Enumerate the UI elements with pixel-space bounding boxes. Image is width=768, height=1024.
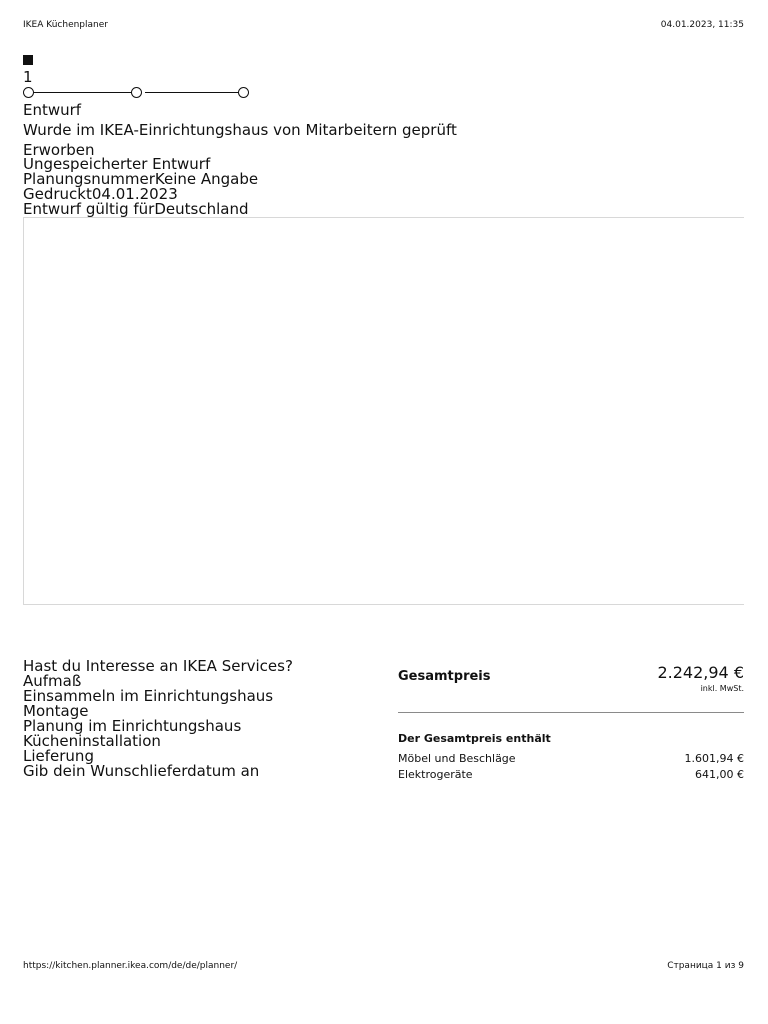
stepper-line	[145, 92, 241, 93]
design-meta	[23, 157, 258, 217]
stepper-line	[33, 92, 135, 93]
price-line-item	[398, 752, 744, 765]
square-marker-icon	[23, 55, 33, 65]
line-item-label: Möbel und Beschläge	[398, 752, 516, 765]
service-item: Aufmaß	[23, 672, 82, 690]
price-line-item	[398, 768, 744, 781]
service-item: Einsammeln im Einrichtungshaus	[23, 687, 274, 705]
line-item-value: 641,00 €	[695, 768, 744, 781]
page-url: https://kitchen.planner.ikea.com/de/de/planner/	[23, 961, 238, 971]
progress-stepper	[23, 86, 251, 100]
line-item-value: 1.601,94 €	[684, 752, 744, 765]
app-title: IKEA Küchenplaner	[23, 20, 108, 30]
service-item: Planung im Einrichtungshaus	[23, 717, 242, 735]
service-item: Lieferung	[23, 747, 94, 765]
vat-note: inkl. MwSt.	[700, 684, 744, 693]
page-info: Страница 1 из 9	[667, 961, 744, 971]
review-note: Wurde im IKEA-Einrichtungshaus von Mitarbeitern geprüft	[23, 121, 457, 139]
total-price-value: 2.242,94 €	[657, 663, 744, 682]
stepper-dot-icon	[23, 87, 34, 98]
total-price-label: Gesamtpreis	[398, 669, 491, 684]
printed-value: 04.01.2023	[91, 185, 178, 203]
planning-number-label: Planungsnummer	[23, 170, 155, 188]
line-item-label: Elektrogeräte	[398, 768, 473, 781]
price-summary	[398, 663, 744, 781]
services-list	[23, 659, 293, 779]
print-datetime: 04.01.2023, 11:35	[660, 20, 744, 30]
services-heading: Hast du Interesse an IKEA Services?	[23, 657, 293, 675]
step-number: 1	[23, 68, 33, 86]
acquired-label: Erworben	[23, 141, 95, 159]
valid-for-label: Entwurf gültig für	[23, 200, 155, 218]
valid-for-value: Deutschland	[154, 200, 249, 218]
service-item: Gib dein Wunschlieferdatum an	[23, 762, 260, 780]
valid-for-row	[23, 202, 258, 217]
stepper-dot-icon	[238, 87, 249, 98]
print-header	[23, 20, 744, 30]
service-item: Montage	[23, 702, 89, 720]
planning-number-value: Keine Angabe	[154, 170, 259, 188]
printed-label: Gedruckt	[23, 185, 92, 203]
price-divider	[398, 712, 744, 713]
stepper-current-label: Entwurf	[23, 101, 82, 119]
kitchen-plan-image	[23, 217, 744, 605]
print-footer	[23, 961, 744, 971]
stepper-dot-icon	[131, 87, 142, 98]
service-item: Kücheninstallation	[23, 732, 161, 750]
design-status: Ungespeicherter Entwurf	[23, 155, 211, 173]
total-row	[398, 663, 744, 703]
price-contains-title: Der Gesamtpreis enthält	[398, 732, 551, 745]
